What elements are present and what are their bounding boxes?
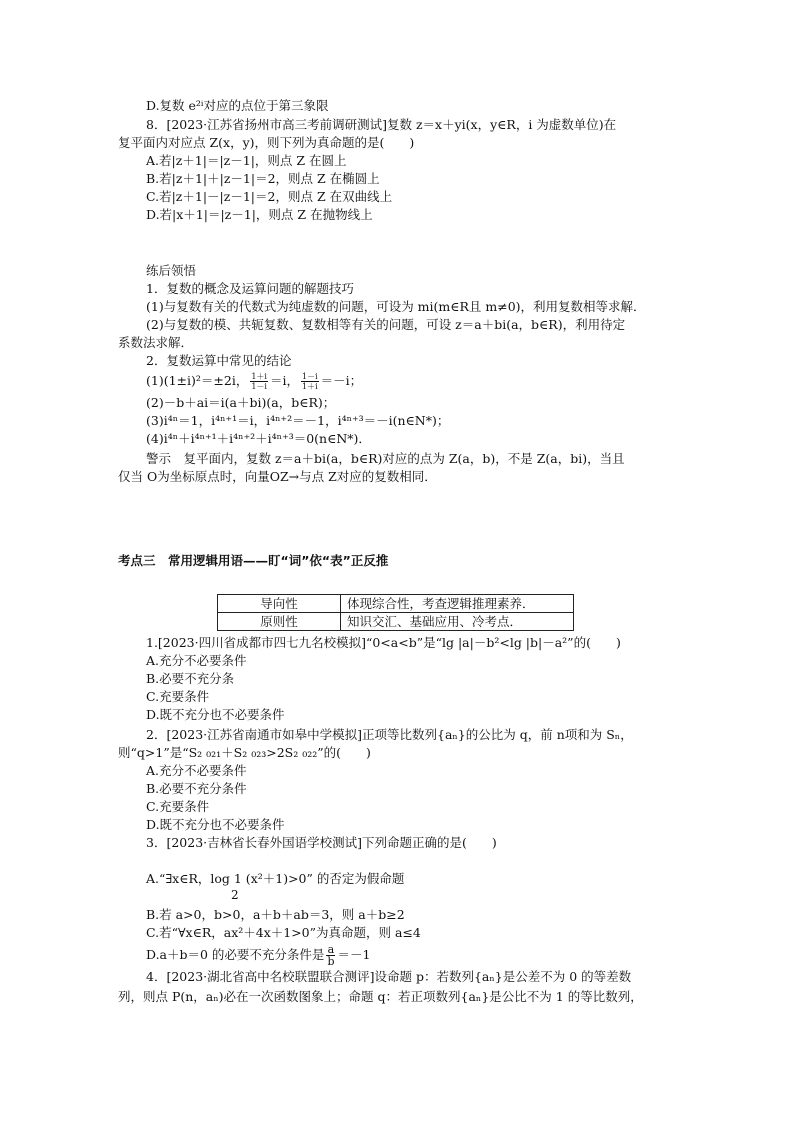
section-heading: 考点三 常用逻辑用语——盯“词”依“表”正反推: [118, 553, 389, 568]
question-2-stem-cont: 则“q>1”是“S₂ ₀₂₁＋S₂ ₀₂₃>2S₂ ₀₂₂”的( ): [118, 745, 371, 760]
formula-1-prefix: (1)(1±i)²＝±2i，: [146, 373, 249, 388]
q8-option-d: D.若|x＋1|＝|z－1|，则点 Z 在抛物线上: [146, 207, 373, 222]
question-3-stem: 3．[2023·吉林省长春外国语学校测试]下列命题正确的是( ): [146, 835, 497, 850]
table-cell-key: 原则性: [218, 613, 341, 631]
q8-option-c: C.若|z＋1|－|z－1|＝2，则点 Z 在双曲线上: [146, 189, 393, 204]
q3-option-b: B.若 a>0，b>0，a＋b＋ab＝3，则 a＋b≥2: [146, 907, 405, 922]
q2-option-d: D.既不充分也不必要条件: [146, 817, 285, 832]
fraction-1: [250, 372, 268, 391]
fraction-2-numerator: 1－i: [301, 372, 318, 381]
q8-option-a: A.若|z＋1|＝|z－1|，则点 Z 在圆上: [146, 153, 347, 168]
question-8-stem: 8．[2023·江苏省扬州市高三考前调研测试]复数 z＝x＋yi(x，y∈R，i 为虚数单位)在: [146, 117, 617, 132]
q2-option-a: A.充分不必要条件: [146, 763, 247, 778]
q1-option-b: B.必要不充分条: [146, 671, 235, 686]
formula-1-suffix: ＝－i；: [320, 373, 363, 388]
q1-option-a: A.充分不必要条件: [146, 653, 247, 668]
question-2-stem: 2．[2023·江苏省南通市如皋中学模拟]正项等比数列{aₙ}的公比为 q，前 n项和为 Sₙ，: [146, 727, 633, 742]
q2-option-c: C.充要条件: [146, 799, 210, 814]
fraction-a-over-b: [326, 944, 335, 967]
fraction-1-denominator: 1－i: [251, 382, 267, 391]
table-cell-value: 体现综合性，考查逻辑推理素养．: [341, 595, 574, 613]
fraction-1-numerator: 1＋i: [251, 372, 267, 381]
table-row: [218, 613, 574, 631]
guidance-table: [217, 594, 574, 631]
summary-formula-4: (4)i⁴ⁿ＋i⁴ⁿ⁺¹＋i⁴ⁿ⁺²＋i⁴ⁿ⁺³＝0(n∈N*)．: [146, 431, 371, 446]
question-8-stem-cont: 复平面内对应点 Z(x，y)，则下列为真命题的是( ): [118, 135, 415, 150]
q3d-prefix: D.a＋b＝0 的必要不充分条件是: [146, 947, 325, 962]
formula-1-middle: ＝i，: [269, 373, 299, 388]
warning-text: 警示 复平面内，复数 z＝a＋bi(a，b∈R)对应的点为 Z(a，b)，不是 Z(a，bi)，当且: [146, 451, 625, 466]
warning-text-cont: 仅当 O为坐标原点时，向量OZ→与点 Z对应的复数相同．: [118, 469, 437, 484]
option-d-complex: D.复数 e²ⁱ对应的点位于第三象限: [146, 98, 329, 113]
fraction-2: [301, 372, 319, 391]
fraction-b-denominator: b: [327, 955, 335, 968]
question-4-stem: 4．[2023·湖北省高中名校联盟联合测评]设命题 p：若数列{aₙ}是公差不为 0 的等差数: [146, 969, 632, 984]
summary-point-1-1: (1)与复数有关的代数式为纯虚数的问题，可设为 mi(m∈R且 m≠0)，利用复数相等求解．: [146, 299, 646, 314]
summary-title: 练后领悟: [146, 263, 197, 278]
q3-option-c: C.若“∀x∈R，ax²＋4x＋1>0”为真命题，则 a≤4: [146, 925, 421, 940]
table-cell-key: 导向性: [218, 595, 341, 613]
fraction-2-denominator: 1＋i: [301, 382, 318, 391]
q1-option-c: C.充要条件: [146, 689, 210, 704]
table-cell-value: 知识交汇、基础应用、冷考点．: [341, 613, 574, 631]
summary-formula-2: (2)－b＋ai＝i(a＋bi)(a，b∈R)；: [146, 395, 336, 410]
q1-option-d: D.既不充分也不必要条件: [146, 707, 285, 722]
q8-option-b: B.若|z＋1|＋|z－1|＝2，则点 Z 在椭圆上: [146, 171, 380, 186]
question-4-stem-cont: 列，则点 P(n，aₙ)必在一次函数图象上；命题 q：若正项数列{aₙ}是公比不为 1 的等比数列，: [118, 989, 643, 1004]
summary-formula-3: (3)i⁴ⁿ＝1，i⁴ⁿ⁺¹＝i，i⁴ⁿ⁺²＝－1，i⁴ⁿ⁺³＝－i(n∈N*)；: [146, 413, 450, 428]
q2-option-b: B.必要不充分条件: [146, 781, 247, 796]
summary-point-1-2-cont: 系数法求解．: [118, 335, 194, 350]
summary-point-1-2: (2)与复数的模、共轭复数、复数相等有关的问题，可设 z＝a＋bi(a，b∈R)，利用待定: [146, 317, 626, 332]
summary-point-1: 1．复数的概念及运算问题的解题技巧: [146, 281, 354, 296]
question-1-stem: 1.[2023·四川省成都市四七九名校模拟]“0<a<b”是“lg |a|－b²<lg |b|－a²”的( ): [146, 635, 621, 650]
table-row: [218, 595, 574, 613]
summary-formula-1: [146, 372, 362, 391]
log-base-denominator: 2: [231, 888, 239, 902]
q3d-suffix: ＝－1: [337, 947, 371, 962]
q3-option-a: A.“∃x∈R，log 1 (x²＋1)>0” 的否定为假命题: [146, 871, 405, 886]
q3-option-d: [146, 944, 370, 967]
summary-point-2: 2．复数运算中常见的结论: [146, 353, 292, 368]
fraction-a-numerator: a: [327, 943, 335, 956]
